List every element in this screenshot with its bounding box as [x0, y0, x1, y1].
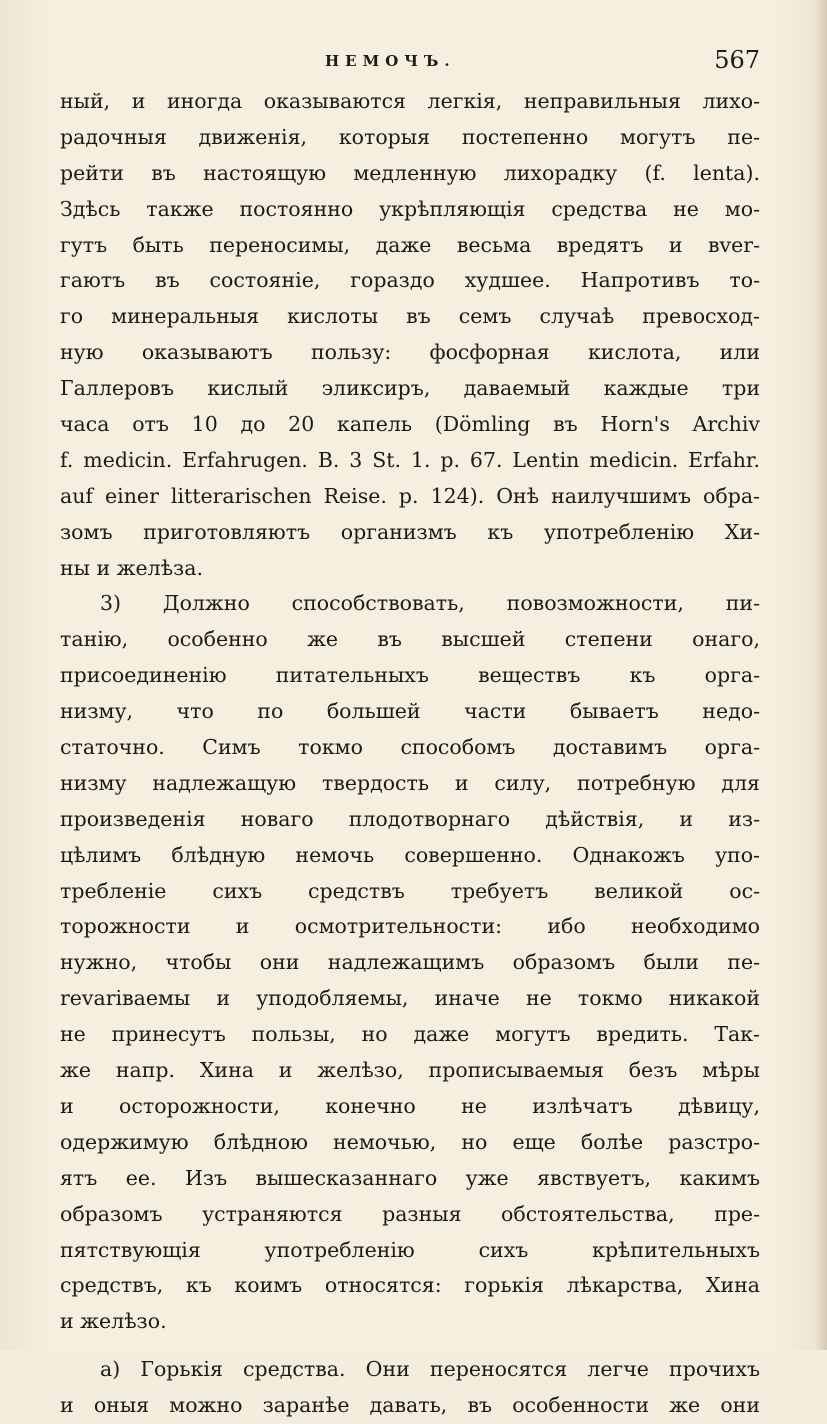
text-line: средствъ, къ коимъ относятся: горькія лѣкарства, Хина	[60, 1273, 760, 1298]
text-line: одержимую блѣдною немочью, но еще болѣе разстро-	[60, 1129, 760, 1154]
body-text	[60, 84, 760, 1424]
text-line: и желѣзо.	[60, 1309, 167, 1334]
text-line: не принесутъ пользы, но даже могутъ вредить. Так-	[60, 1022, 760, 1047]
text-line: рейти въ настоящую медленную лихорадку (f. lenta).	[60, 160, 760, 185]
running-head: НЕМОЧЪ.	[325, 52, 456, 70]
text-line: ны и желѣза.	[60, 555, 203, 580]
paragraph-gap	[60, 1340, 760, 1352]
text-line: f. medicin. Erfahrugen. B. 3 St. 1. p. 67. Lentin medicin. Erfahr.	[60, 447, 760, 472]
text-line: произведенія новаго плодотворнаго дѣйствія, и из-	[60, 806, 760, 831]
text-line: образомъ устраняются разныя обстоятельства, пре-	[60, 1201, 760, 1226]
text-line: гутъ быть переносимы, даже весьма вредятъ и вver-	[60, 232, 760, 257]
text-line: ный, и иногда оказываются легкія, неправильныя лихо-	[60, 89, 760, 113]
text-line: низму надлежащую твердость и силу, потребную для	[60, 770, 760, 795]
text-line: а) Горькія средства. Они переносятся легче прочихъ	[100, 1357, 760, 1382]
page-edge-shadow	[815, 0, 827, 1350]
text-line: 3) Должно способствовать, повозможности, пи-	[100, 591, 760, 616]
text-line: ную оказываютъ пользу: фосфорная кислота, или	[60, 340, 760, 365]
text-line: и оныя можно заранѣе давать, въ особенности же они	[60, 1393, 760, 1418]
text-line: ятъ ее. Изъ вышесказаннаго уже явствуетъ, какимъ	[60, 1165, 760, 1190]
text-line: гаютъ въ состояніе, гораздо худшее. Напротивъ то-	[60, 268, 760, 293]
text-line: низму, что по большей части бываетъ недо-	[60, 699, 760, 724]
text-line: часа отъ 10 до 20 капель (Dömling въ Horn's Archiv	[60, 412, 760, 437]
text-line: revariваемы и уподобляемы, иначе не токмо никакой	[60, 986, 760, 1011]
text-line: торожности и осмотрительности: ибо необходимо	[60, 914, 760, 939]
text-line: требленіе сихъ средствъ требуетъ великой ос-	[60, 878, 760, 903]
text-line: нужно, чтобы они надлежащимъ образомъ были пе-	[60, 950, 760, 975]
text-line: auf einer litterarischen Reise. p. 124). Онѣ наилучшимъ обра-	[60, 483, 760, 508]
text-line: пятствующія употребленію сихъ крѣпительныхъ	[60, 1237, 760, 1262]
text-line: статочно. Симъ токмо способомъ доставимъ орга-	[60, 735, 760, 760]
page-header	[60, 48, 760, 78]
text-line: зомъ приготовляютъ организмъ къ употребленію Хи-	[60, 519, 760, 544]
text-line: цѣлимъ блѣдную немочь совершенно. Однакожъ упо-	[60, 842, 760, 867]
text-line: го минеральныя кислоты въ семъ случаѣ превосход-	[60, 304, 760, 329]
text-line: и осторожности, конечно не излѣчатъ дѣвицу,	[60, 1093, 760, 1118]
page-number: 567	[714, 46, 760, 74]
text-line: же напр. Хина и желѣзо, прописываемыя безъ мѣры	[60, 1058, 760, 1083]
text-line: Галлеровъ кислый эликсиръ, даваемый каждые три	[60, 376, 760, 401]
text-line: радочныя движенія, которыя постепенно могутъ пе-	[60, 124, 760, 149]
text-line: Здѣсь также постоянно укрѣпляющія средства не мо-	[60, 196, 760, 221]
text-line: присоединенію питательныхъ веществъ къ орга-	[60, 663, 760, 688]
text-line: танію, особенно же въ высшей степени онаго,	[60, 627, 760, 652]
